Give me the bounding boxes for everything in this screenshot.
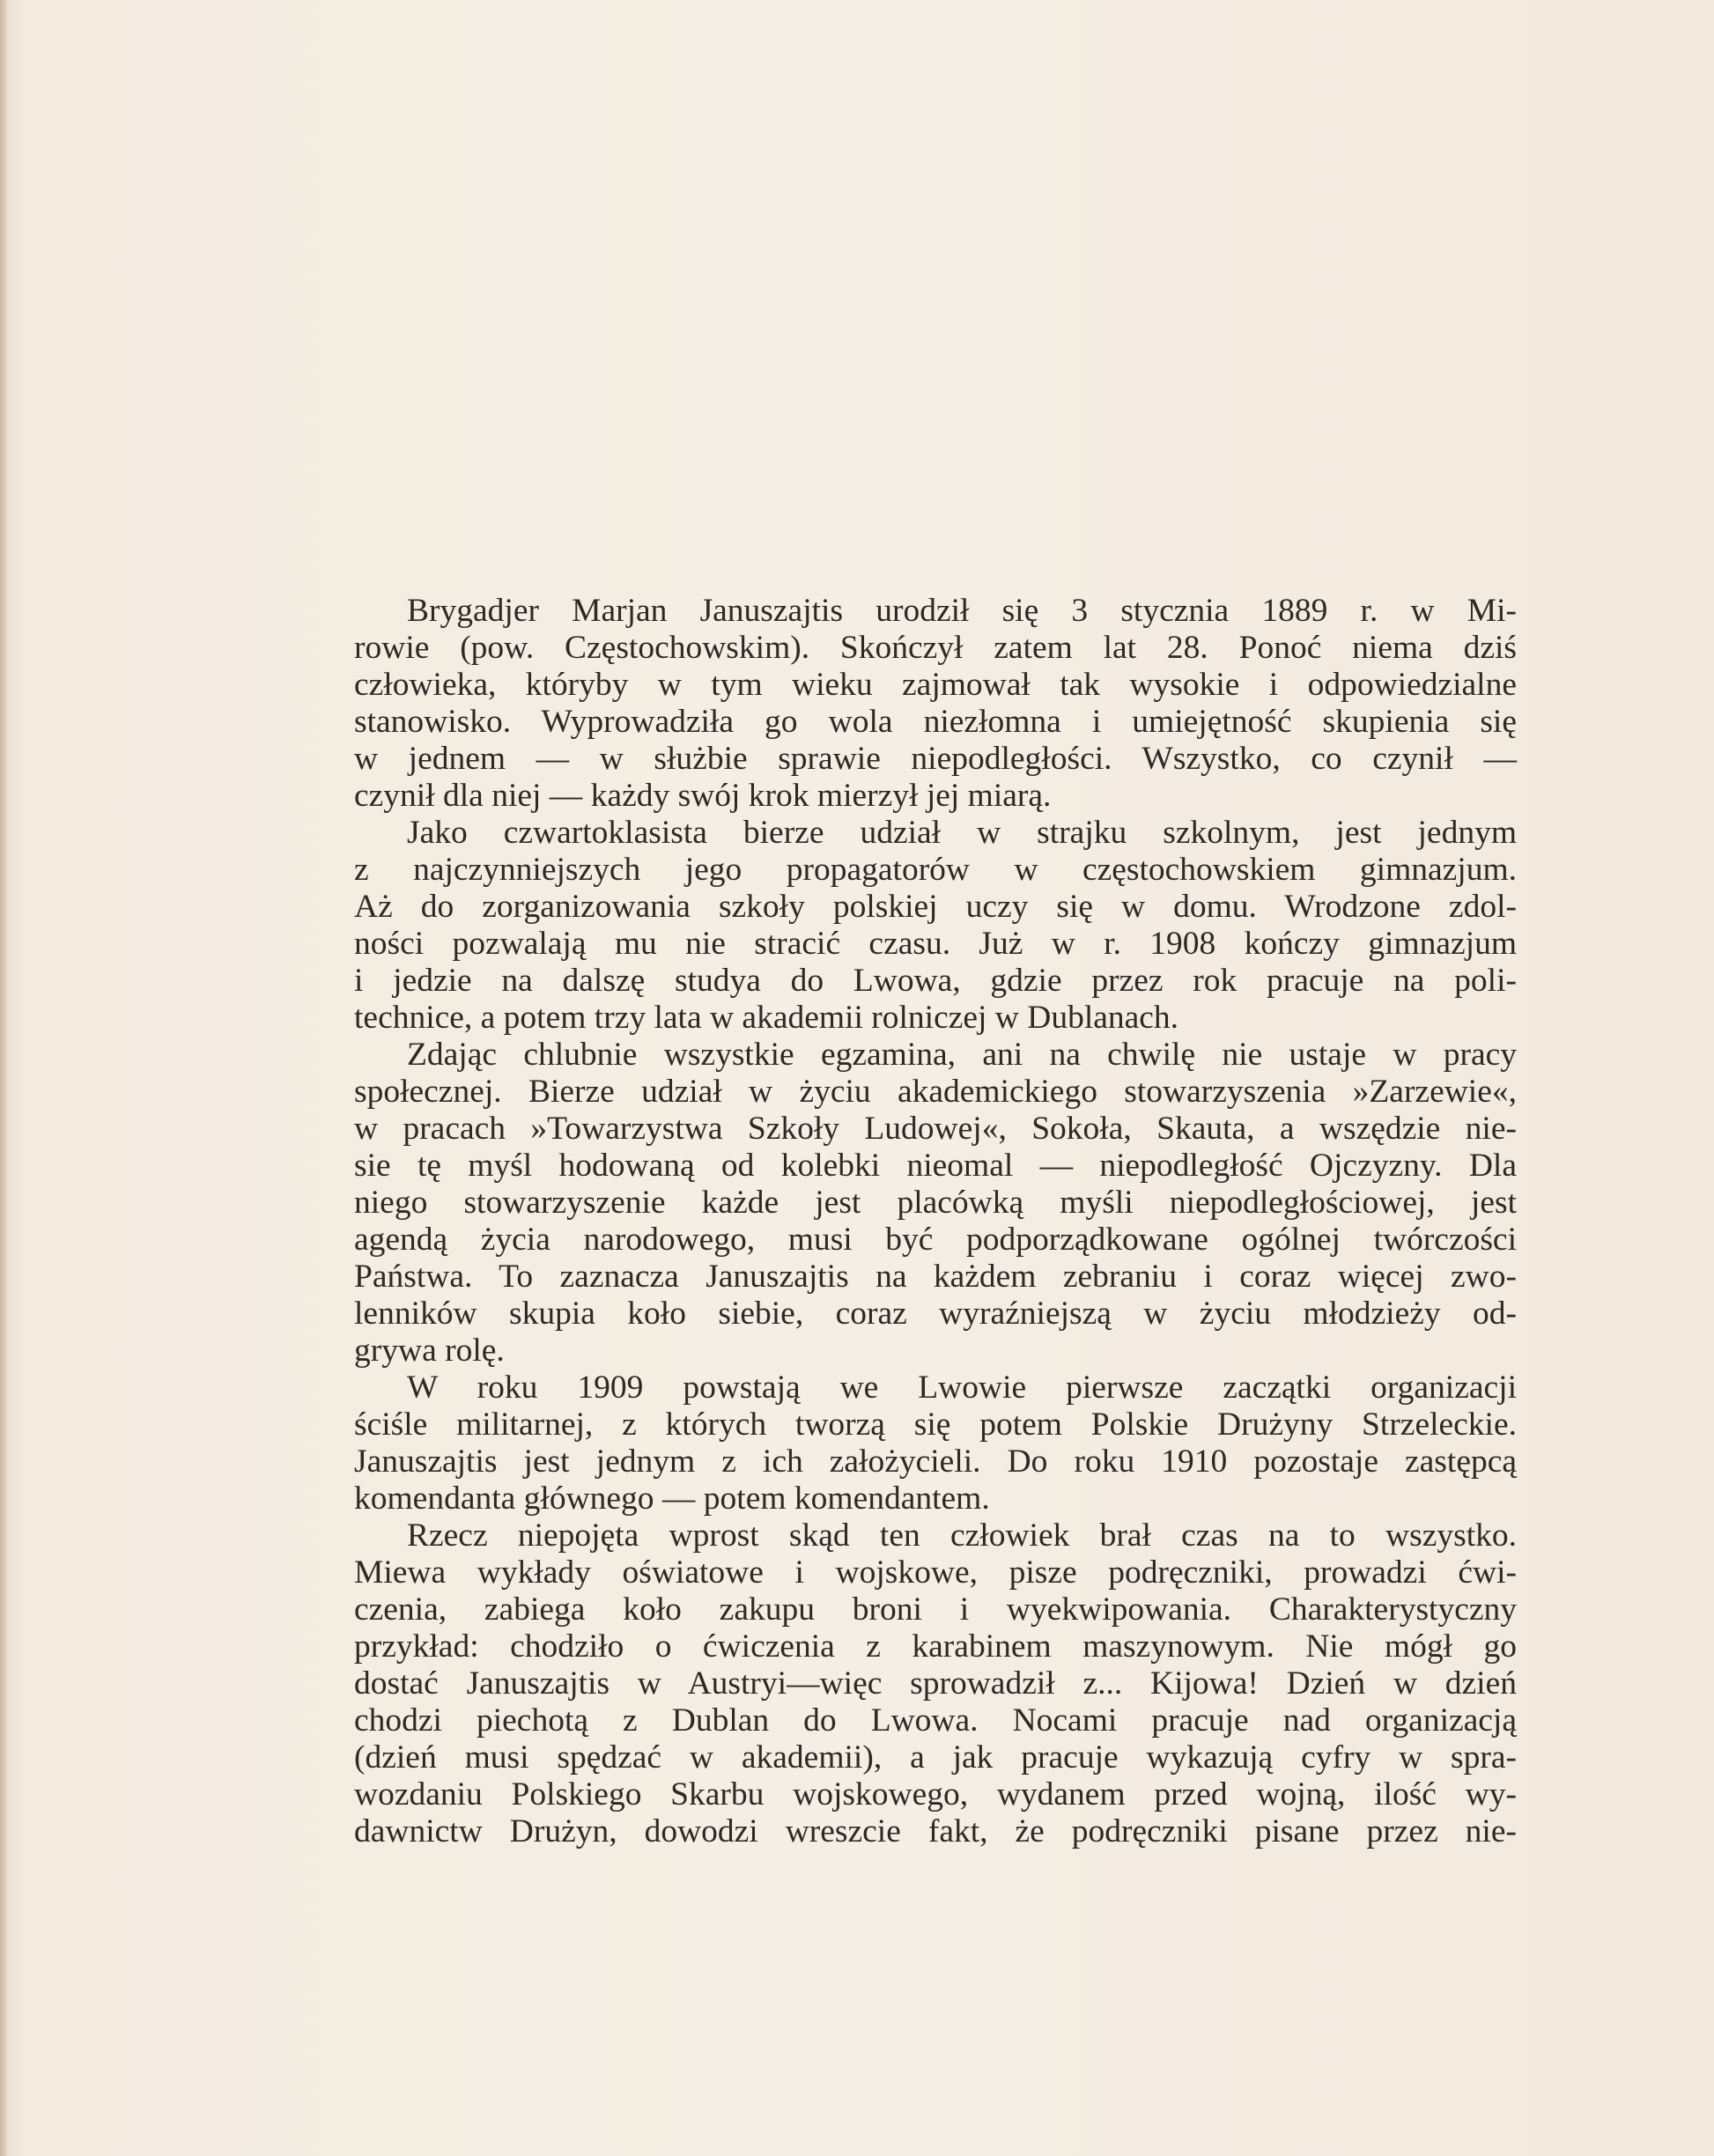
text-line: W roku 1909 powstają we Lwowie pierwsze zaczątki organizacji xyxy=(407,1370,1517,1406)
text-line: ściśle militarnej, z których tworzą się potem Polskie Drużyny Strzeleckie. xyxy=(354,1407,1517,1443)
text-line: sie tę myśl hodowaną od kolebki nieomal — niepodległość Ojczyzny. Dla xyxy=(354,1148,1517,1184)
text-line: przykład: chodziło o ćwiczenia z karabinem maszynowym. Nie mógł go xyxy=(354,1628,1517,1665)
text-line: ności pozwalają mu nie stracić czasu. Już w r. 1908 kończy gimnazjum xyxy=(354,926,1517,962)
text-line: komendanta głównego — potem komendantem. xyxy=(354,1480,990,1517)
text-line: Zdając chlubnie wszystkie egzamina, ani na chwilę nie ustaje w pracy xyxy=(407,1037,1517,1073)
text-line: Aż do zorganizowania szkoły polskiej uczy się w domu. Wrodzone zdol- xyxy=(354,889,1517,925)
text-line: człowieka, któryby w tym wieku zajmował tak wysokie i odpowiedzialne xyxy=(354,667,1517,703)
text-line: niego stowarzyszenie każde jest placówką myśli niepodległościowej, jest xyxy=(354,1185,1517,1221)
text-line: i jedzie na dalszę studya do Lwowa, gdzie przez rok pracuje na poli- xyxy=(354,963,1517,999)
text-line: w jednem — w służbie sprawie niepodległości. Wszystko, co czynił — xyxy=(354,741,1517,777)
body-text xyxy=(354,593,1517,1850)
text-line: lenników skupia koło siebie, coraz wyraźniejszą w życiu młodzieży od- xyxy=(354,1296,1517,1332)
text-line: Rzecz niepojęta wprost skąd ten człowiek brał czas na to wszystko. xyxy=(407,1517,1517,1554)
text-line: Miewa wykłady oświatowe i wojskowe, pisze podręczniki, prowadzi ćwi- xyxy=(354,1554,1517,1591)
text-line: w pracach »Towarzystwa Szkoły Ludowej«, Sokoła, Skauta, a wszędzie nie- xyxy=(354,1111,1517,1147)
text-line: Państwa. To zaznacza Januszajtis na każdem zebraniu i coraz więcej zwo- xyxy=(354,1259,1517,1295)
text-line: agendą życia narodowego, musi być podporządkowane ogólnej twórczości xyxy=(354,1222,1517,1258)
text-line: chodzi piechotą z Dublan do Lwowa. Nocami pracuje nad organizacją xyxy=(354,1702,1517,1739)
text-line: czenia, zabiega koło zakupu broni i wyekwipowania. Charakterystyczny xyxy=(354,1591,1517,1628)
text-line: Jako czwartoklasista bierze udział w strajku szkolnym, jest jednym xyxy=(407,815,1517,851)
text-line: Januszajtis jest jednym z ich założycieli. Do roku 1910 pozostaje zastępcą xyxy=(354,1443,1517,1480)
text-line: technice, a potem trzy lata w akademii rolniczej w Dublanach. xyxy=(354,1000,1179,1036)
text-line: (dzień musi spędzać w akademii), a jak pracuje wykazują cyfry w spra- xyxy=(354,1739,1517,1776)
text-line: rowie (pow. Częstochowskim). Skończył zatem lat 28. Ponoć niema dziś xyxy=(354,630,1517,666)
page-edge xyxy=(0,0,7,2156)
text-line: dostać Januszajtis w Austryi—więc sprowadził z... Kijowa! Dzień w dzień xyxy=(354,1665,1517,1702)
text-line: stanowisko. Wyprowadziła go wola niezłomna i umiejętność skupienia się xyxy=(354,704,1517,740)
text-line: dawnictw Drużyn, dowodzi wreszcie fakt, że podręczniki pisane przez nie- xyxy=(354,1813,1517,1850)
text-line: Brygadjer Marjan Januszajtis urodził się 3 stycznia 1889 r. w Mi- xyxy=(407,593,1517,629)
text-line: społecznej. Bierze udział w życiu akademickiego stowarzyszenia »Zarzewie«, xyxy=(354,1074,1517,1110)
text-line: wozdaniu Polskiego Skarbu wojskowego, wydanem przed wojną, ilość wy- xyxy=(354,1776,1517,1813)
text-line: grywa rolę. xyxy=(354,1333,505,1369)
text-line: z najczynniejszych jego propagatorów w częstochowskiem gimnazjum. xyxy=(354,852,1517,888)
text-line: czynił dla niej — każdy swój krok mierzył jej miarą. xyxy=(354,778,1052,814)
